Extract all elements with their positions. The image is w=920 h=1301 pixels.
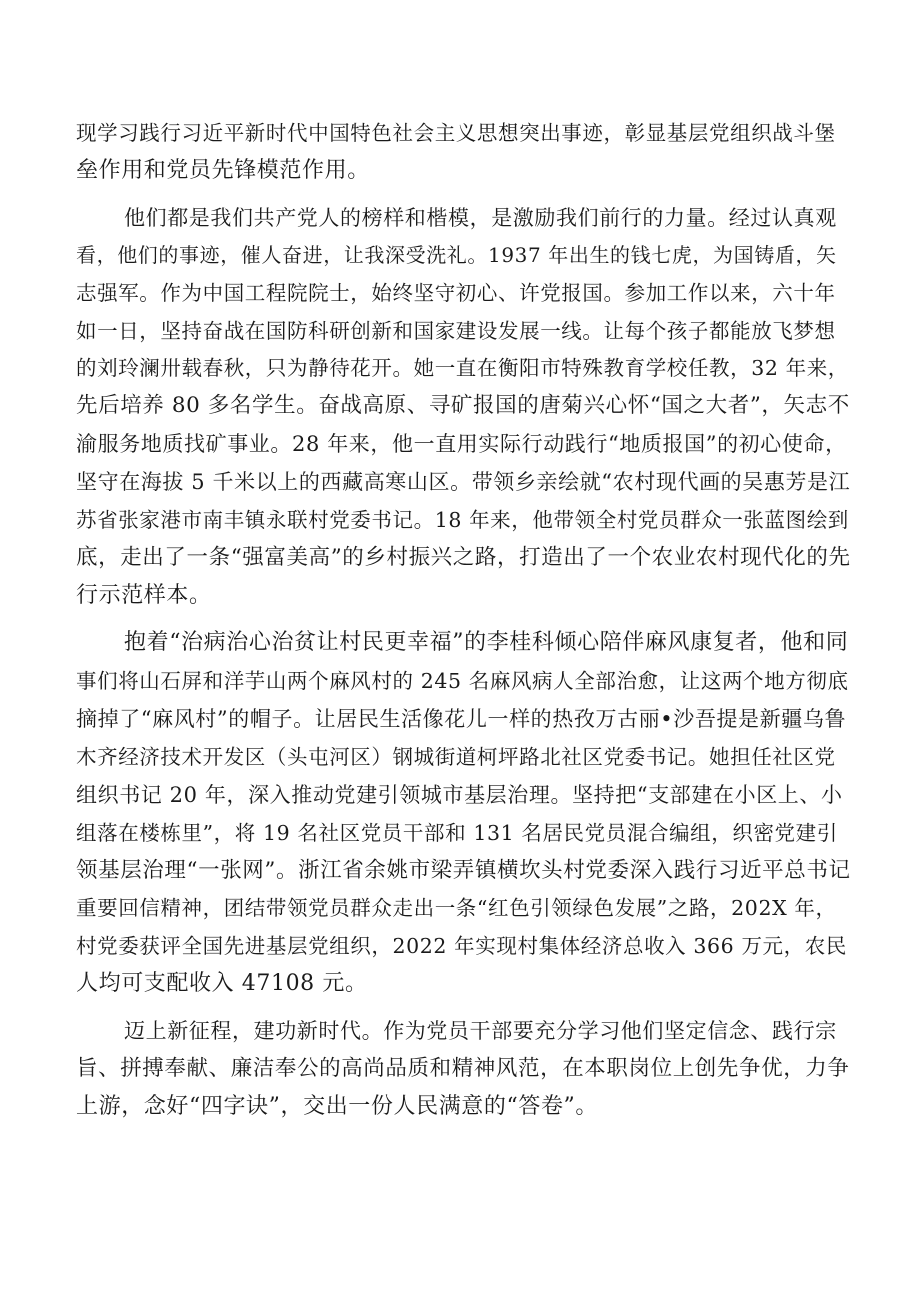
text-line: 坚守在海拔 5 千米以上的西藏高寒山区。带领乡亲绘就“农村现代画的吴惠芳是江 bbox=[76, 470, 851, 494]
text-line: 他们都是我们共产党人的榜样和楷模，是激励我们前行的力量。经过认真观 bbox=[124, 206, 837, 230]
text-line: 行示范样本。 bbox=[76, 583, 212, 608]
text-line: 迈上新征程，建功新时代。作为党员干部要充分学习他们坚定信念、践行宗 bbox=[124, 1019, 837, 1043]
text-line: 苏省张家港市南丰镇永联村党委书记。18 年来，他带领全村党员群众一张蓝图绘到 bbox=[76, 508, 849, 532]
text-line: 志强军。作为中国工程院院士，始终坚守初心、许党报国。参加工作以来，六十年 bbox=[76, 281, 836, 305]
text-line: 看，他们的事迹，催人奋进，让我深受洗礼。1937 年出生的钱七虎，为国铸盾，矢 bbox=[76, 243, 837, 267]
text-line: 人均可支配收入 47108 元。 bbox=[76, 971, 368, 996]
text-line: 旨、拼搏奉献、廉洁奉公的高尚品质和精神风范，在本职岗位上创先争优，力争 bbox=[76, 1056, 850, 1081]
text-line: 的刘玲澜卅载春秋，只为静待花开。她一直在衡阳市特殊教育学校任教，32 年来， bbox=[76, 356, 849, 380]
text-line: 木齐经济技术开发区（头屯河区）钢城街道柯坪路北社区党委书记。她担任社区党 bbox=[76, 745, 836, 769]
text-line: 现学习践行习近平新时代中国特色社会主义思想突出事迹，彰显基层党组织战斗堡 bbox=[76, 121, 836, 145]
text-line: 底，走出了一条“强富美高”的乡村振兴之路，打造出了一个农业农村现代化的先 bbox=[76, 545, 851, 570]
text-line: 先后培养 80 多名学生。奋战高原、寻矿报国的唐菊兴心怀“国之大者”，矢志不 bbox=[76, 393, 850, 418]
text-line: 重要回信精神，团结带领党员群众走出一条“红色引领绿色发展”之路，202X 年， bbox=[76, 896, 837, 920]
text-line: 摘掉了“麻风村”的帽子。让居民生活像花儿一样的热孜万古丽•沙吾提是新疆乌鲁 bbox=[76, 707, 847, 731]
text-line: 抱着“治病治心治贫让村民更幸福”的李桂科倾心陪伴麻风康复者，他和同 bbox=[124, 630, 849, 655]
text-line: 事们将山石屏和洋芋山两个麻风村的 245 名麻风病人全部治愈，让这两个地方彻底 bbox=[76, 669, 849, 693]
text-line: 垒作用和党员先锋模范作用。 bbox=[76, 158, 370, 183]
text-line: 上游，念好“四字诀”，交出一份人民满意的“答卷”。 bbox=[76, 1094, 598, 1119]
text-line: 村党委获评全国先进基层党组织，2022 年实现村集体经济总收入 366 万元，农民 bbox=[76, 934, 847, 958]
text-line: 组落在楼栋里”，将 19 名社区党员干部和 131 名居民党员混合编组，织密党建引 bbox=[76, 821, 838, 845]
text-line: 如一日，坚持奋战在国防科研创新和国家建设发展一线。让每个孩子都能放飞梦想 bbox=[76, 319, 836, 343]
text-line: 领基层治理“一张网”。浙江省余姚市梁弄镇横坎头村党委深入践行习近平总书记 bbox=[76, 858, 851, 883]
text-line: 渝服务地质找矿事业。28 年来，他一直用实际行动践行“地质报国”的初心使命， bbox=[76, 432, 847, 456]
text-line: 组织书记 20 年，深入推动党建引领城市基层治理。坚持把“支部建在小区上、小 bbox=[76, 783, 843, 807]
